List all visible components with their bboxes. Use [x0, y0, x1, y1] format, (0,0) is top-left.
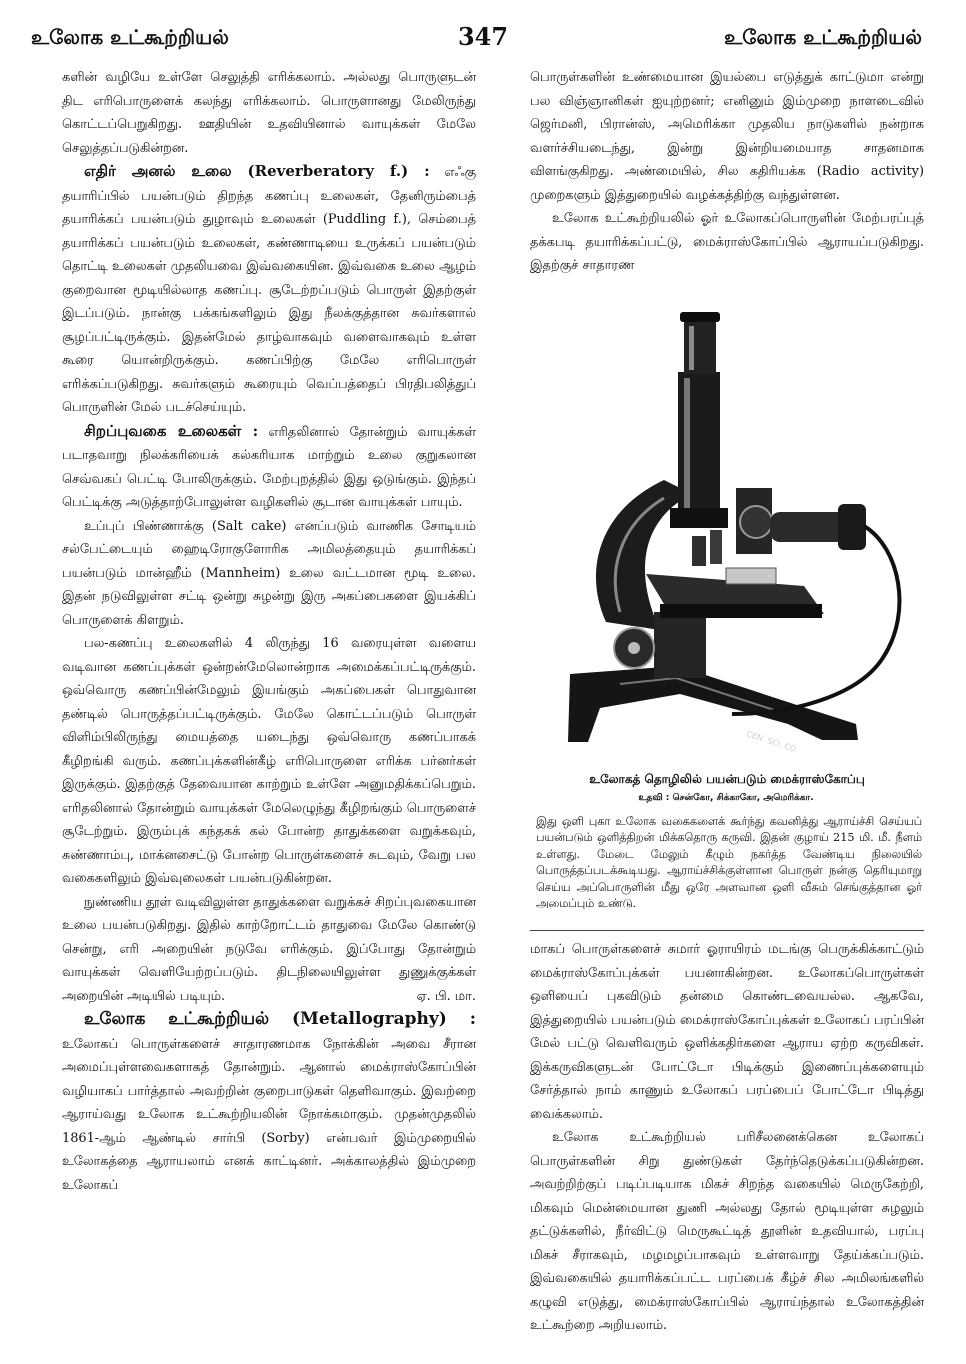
- paragraph-salt-cake: உப்புப் பிண்ணாக்கு (Salt cake) எனப்படும் வாணிக சோடியம் சல்பேட்டையும் ஹைடிரோகுளோரிக அமிலத்தையும் தயாரிக்கப் பயன்படும் மான்ஹீம் (Mannheim) உலை வட்டமான மூடி உலை. இதன் நடுவிலுள்ள சட்டி ஒன்று சுழன்று இரு அகப்பைகளை இயக்கிப் பொருளைக் கிளறும்.: [62, 518, 476, 628]
- paragraph-special-furnaces: [62, 420, 476, 515]
- right-column-bottom: [530, 938, 924, 1356]
- left-column: [62, 66, 476, 1356]
- special-furnaces-text: எரிதலினால் தோன்றும் வாயுக்கள் படாதவாறு நிலக்கரியைக் கல்கரியாக மாற்றும் உலை குறுகலான செவ்வகப் பெட்டி போலிருக்கும். மேற்புறத்தில் இது ஒடுங்கும். இந்தப் பெட்டிக்கு அடுத்தாற்போலுள்ள வழிகளில் சூடான வாயுக்கள் பாயும்.: [62, 424, 476, 510]
- heading-reverberatory-furnace: எதிர் அனல் உலை (Reverberatory f.) :: [84, 162, 430, 180]
- running-header-left: உலோக உட்கூற்றியல்: [31, 25, 229, 49]
- brand-label: CEN. SCI. CO.: [745, 729, 800, 755]
- running-header-right: உலோக உட்கூற்றியல்: [724, 25, 922, 49]
- figure-caption: உலோகத் தொழிலில் பயன்படும் மைக்ராஸ்கோப்பு: [589, 772, 865, 786]
- figure-note: இது ஒளி புகா உலோக வகைகளைக் கூர்ந்து கவனித்து ஆராய்ச்சி செய்யப் பயன்படும் ஒளித்திறன் மிக்கதொரு கருவி. இதன் குழாய் 215 மி. மீ. நீளம் உள்ளது. மேடை மேலும் கீழும் நகர்த்த வேண்டிய நிலையில் பொருத்தப்படக்கூடியது. ஆராய்ச்சிக்குள்ளான பொருள் நன்கு தெரியுமாறு செய்ய அப்பொருளின் மீது ஒரே அளவான ஒளி வீசும் செங்குத்தான ஓர் அமைப்பும் உண்டு.: [536, 815, 922, 911]
- right-column-top: [530, 66, 924, 302]
- caption-divider: [530, 930, 924, 931]
- heading-metallography: உலோக உட்கூற்றியல் (Metallography) :: [84, 1009, 476, 1029]
- paragraph-continuation: களின் வழியே உள்ளே செலுத்தி எரிக்கலாம். அல்லது பொருளுடன் திட எரிபொருளைக் கலந்து எரிக்கலாம். பொருளானது மேலிருந்து கொட்டப்பெறுகிறது. ஊதியின் உதவியினால் வாயுக்கள் மேலே செலுத்தப்படுகின்றன.: [62, 70, 476, 156]
- figure-credit: உதவி : சென்கோ, சிக்காகோ, அமெரிக்கா.: [638, 793, 814, 803]
- paragraph-metallography: [62, 1008, 476, 1197]
- paragraph-radio-activity: பொருள்களின் உண்மையான இயல்பை எடுத்துக் காட்டுமா என்று பல விஞ்ஞானிகள் ஐயுற்றனர்; எனினும் இம்முறை நாளடைவில் ஜெர்மனி, பிரான்ஸ், அமெரிக்கா முதலிய நாடுகளில் நன்றாக வளர்ச்சியடைந்து, இன்று இன்றியமையாத சாதனமாக விளங்குகிறது. அண்மையில், சில கதிரியக்க (Radio activity) முறைகளும் இத்துறையில் வழக்கத்திற்கு வந்துள்ளன.: [530, 70, 924, 203]
- paragraph-fine-ore: [62, 891, 476, 1009]
- page-number: 347: [457, 22, 509, 51]
- paragraph-reverberatory: [62, 160, 476, 420]
- paragraph-multi-hearth: பல-கணப்பு உலைகளில் 4 லிருந்து 16 வரையுள்ள வளைய வடிவான கணப்புக்கள் ஒன்றன்மேலொன்றாக அமைக்கப்பட்டிருக்கும். ஒவ்வொரு கணப்பின்மேலும் இயங்கும் அகப்பைகள் பொதுவான தண்டில் பொருத்தப்பட்டிருக்கும். மேலே கொட்டப்படும் பொருள் விளிம்பிலிருந்து மையத்தை யடைந்து ஒவ்வொரு கணப்பாகக் கீழிறங்கி வரும். கணப்புக்களின்கீழ் எரிபொருளை எரிக்க பர்னர்கள் இருக்கும். இதற்குத் தேவையான காற்றும் உள்ளே அனுமதிக்கப்பெறும். எரிதலினால் தோன்றும் வாயுக்கள் மேலெழுந்து கீழிறங்கும் பொருளைச் சூடேற்றும். இரும்புக் கந்தகக் கல் போன்ற தாதுக்களை வறுக்கவும், சுண்ணாம்பு, மாக்னசைட்டு போன்ற பொருள்களைச் சுடவும், வேறு பல வகைகளிலும் இவ்வுலைகள் பயன்படுகின்றன.: [62, 636, 476, 886]
- microscope-illustration: [560, 312, 920, 764]
- reverberatory-text: எஃகு தயாரிப்பில் பயன்படும் திறந்த கணப்பு உலைகள், தேனிரும்பைத் தயாரிக்கப் பயன்படும் துழாவும் உலைகள் (Puddling f.), செம்பைத் தயாரிக்கப் பயன்படும் உலைகள், கண்ணாடியை உருக்கப் பயன்படும் தொட்டி உலைகள் முதலியவை இவ்வகையின. இவ்வகை உலை ஆழம் குறைவான மூடியில்லாத கணப்பு. சூடேற்றப்படும் பொருள் இதற்குள் இடப்படும். நான்கு பக்கங்களிலும் இது நீலக்குத்தான சுவர்களால் சூழப்பட்டிருக்கும். இதன்மேல் தாழ்வாகவும் வளைவாகவும் உள்ள கூரை யொன்றிருக்கும். கணப்பிற்கு மேலே எரிபொருள் எரிக்கப்படுகிறது. சுவர்களும் கூரையும் வெப்பத்தைப் பிரதிபலித்துப் பொருளின் மேல் படச்செய்யும்.: [62, 165, 476, 415]
- paragraph-surface-preparation: உலோக உட்கூற்றியலில் ஓர் உலோகப்பொருளின் மேற்பரப்புத் தக்கபடி தயாரிக்கப்பட்டு, மைக்ராஸ்கோப்பில் ஆராயப்படுகிறது. இதற்குச் சாதாரண: [530, 211, 924, 273]
- heading-special-furnaces: சிறப்புவகை உலைகள் :: [84, 421, 259, 440]
- metallography-text: உலோகப் பொருள்களைச் சாதாரணமாக நோக்கின் அவை சீரான அமைப்புள்ளவைகளாகத் தோன்றும். ஆனால் மைக்ராஸ்கோப்பின் வழியாகப் பார்த்தால் அவற்றின் குறைபாடுகள் தெளிவாகும். இவற்றை ஆராய்வது உலோக உட்கூற்றியலின் நோக்கமாகும். முதன்முதலில் 1861-ஆம் ஆண்டில் சார்பி (Sorby) என்பவர் இம்முறையில் உலோகத்தை ஆராயலாம் எனக் காட்டினர். அக்காலத்தில் இம்முறை உலோகப்: [62, 1036, 476, 1193]
- author-initials: ஏ. பி. மா.: [416, 988, 476, 1004]
- fine-ore-text: நுண்ணிய தூள் வடிவிலுள்ள தாதுக்களை வறுக்கச் சிறப்புவகையான உலை பயன்படுகிறது. இதில் காற்றோட்டம் தாதுவை மேலே கொண்டு சென்று, எரி அறையின் நடுவே எரிக்கும். இப்போது தோன்றும் வாயுக்கள் வெளியேற்றப்படும். திடநிலையிலுள்ள துணுக்குக்கள் அறையின் அடியில் படியும்.: [62, 894, 476, 1004]
- paragraph-magnification: மாகப் பொருள்களைச் சுமார் ஓராயிரம் மடங்கு பெருக்கிக்காட்டும் மைக்ராஸ்கோப்புக்கள் பயனாகின்றன. உலோகப்பொருள்கள் ஒளியைப் புகவிடும் தன்மை கொண்டவையல்ல. ஆகவே, இத்துறையில் பயன்படும் மைக்ராஸ்கோப்புக்கள் உலோகப் பரப்பின் மேல் பட்டு வெளிவரும் ஒளிக்கதிர்களை ஆராய ஏற்ற கருவிகள். இக்கருவிகளுடன் போட்டோ பிடிக்கும் இணைப்புக்களையும் சேர்த்தால் நாம் காணும் உலோகப் பரப்பைப் போட்டோ பிடித்து வைக்கலாம்.: [530, 942, 924, 1122]
- paragraph-specimen-polishing: உலோக உட்கூற்றியல் பரிசீலனைக்கென உலோகப் பொருள்களின் சிறு துண்டுகள் தேர்ந்தெடுக்கப்படுகின்றன. அவற்றிற்குப் படிப்படியாக மிகச் சிறந்த வகையில் மெருகேற்றி, மிகவும் மென்மையான துணி அல்லது தோல் மூடியுள்ள சுழலும் தட்டுக்களில், நீர்விட்டு மெருகூட்டித் தூளின் உதவியால், பரப்பு மிகச் சீராகவும், மழமழப்பாகவும் உள்ளவாறு தேய்க்கப்படும். இவ்வகையில் தயாரிக்கப்பட்ட பரப்பைக் கீழ்ச் சில அமிலங்களில் கழுவி எடுத்து, மைக்ராஸ்கோப்பில் ஆராய்ந்தால் உலோகத்தின் உட்கூற்றை அறியலாம்.: [530, 1130, 924, 1333]
